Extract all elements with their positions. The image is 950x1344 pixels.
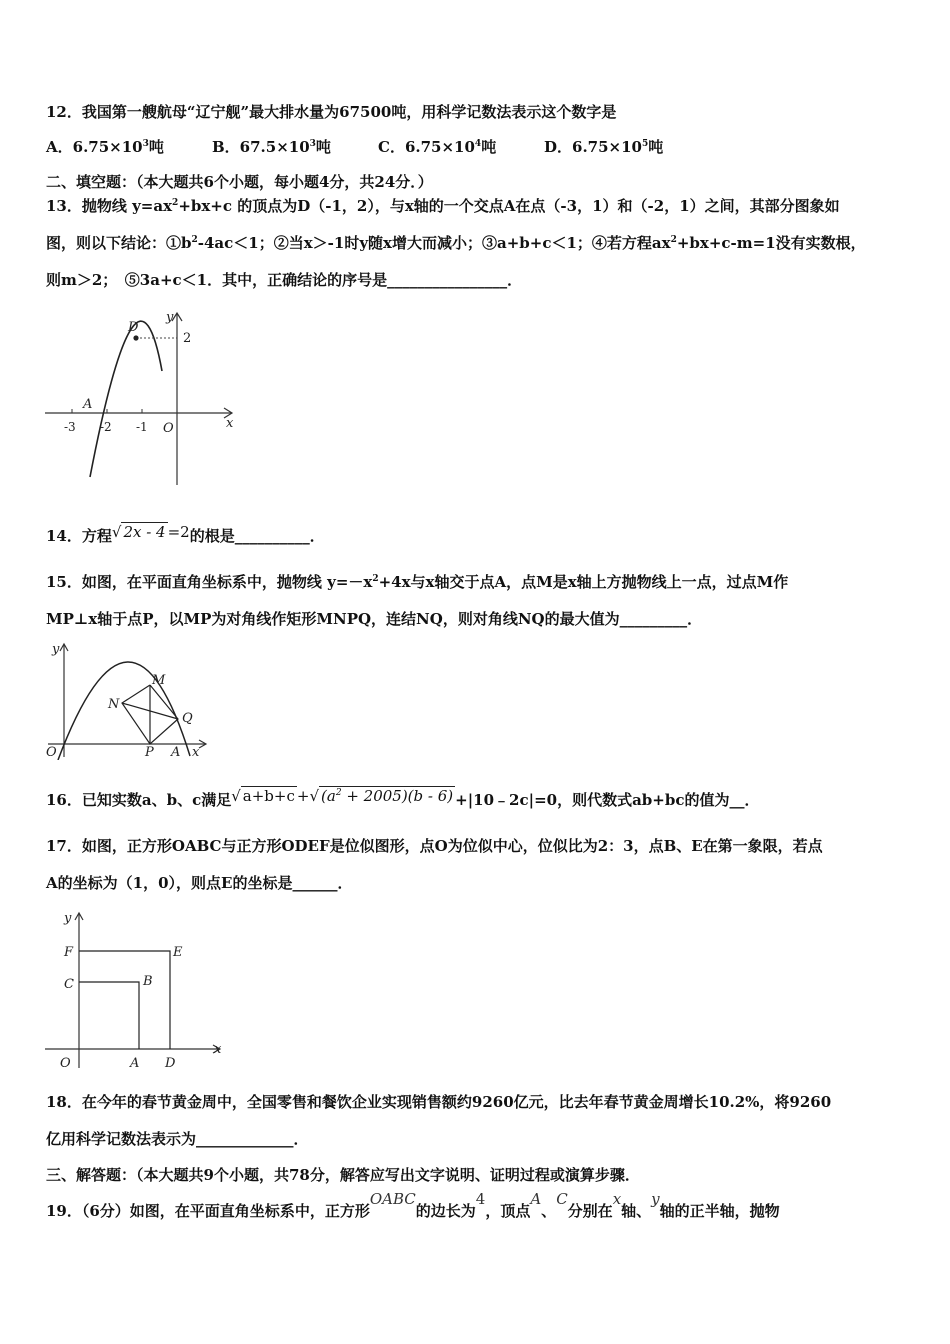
label-x: x xyxy=(226,416,234,431)
q15-line-1: 15．如图，在平面直角坐标系中，抛物线 $y=-x^2+4x$与x轴交于点A，点M是x轴上方抛物线上一点，过点M作 xyxy=(46,573,789,591)
label-x: x xyxy=(214,1042,222,1057)
q19-math-C: C xyxy=(556,1190,568,1208)
q14-radicand: 2x - 4 xyxy=(123,523,166,541)
label-B: B xyxy=(143,974,153,989)
q14-equals: =2 xyxy=(167,523,190,541)
label-A: A xyxy=(83,397,93,412)
label-N: N xyxy=(108,697,120,712)
section-3-heading: 三、解答题：（本大题共9个小题，共78分，解答应写出文字说明、证明过程或演算步骤． xyxy=(46,1166,640,1184)
label-Q: Q xyxy=(182,711,193,726)
q12-option-c: C．$6.75\times 10^4$吨 xyxy=(378,138,497,156)
q19-math-A: A xyxy=(530,1190,542,1208)
q17-squares-figure xyxy=(40,905,230,1075)
label-A: A xyxy=(130,1056,140,1071)
q17-line-2: A的坐标为（1，0），则点E的坐标是______． xyxy=(46,874,353,892)
label-P: P xyxy=(145,745,154,760)
q12-option-d: D．$6.75\times 10^5$吨 xyxy=(544,138,664,156)
q13-parabola-figure xyxy=(40,305,240,490)
label-C: C xyxy=(64,977,74,992)
label-y: y xyxy=(166,310,174,325)
q14-radical: √ 2x - 4 =2 xyxy=(111,523,190,541)
vertex-point xyxy=(133,335,138,340)
q16-radical-1: √ a+b+c xyxy=(231,787,295,805)
q13-line-2: 图，则以下结论：$①b^2-4ac<1$；②当x＞-1时y随x增大而减小；③a+b+c＜1；④若方程$ax^2+bx+c-m=1$没有实数根， xyxy=(46,234,866,252)
parabola-curve xyxy=(90,321,162,477)
q12-stem: 12．我国第一艘航母“辽宁舰”最大排水量为67500吨，用科学记数法表示这个数字是 xyxy=(46,103,617,121)
label-M: M xyxy=(152,673,166,688)
q18-line-2: 亿用科学记数法表示为_____________． xyxy=(46,1130,309,1148)
label-O: O xyxy=(46,745,57,760)
q15-rectangle-figure xyxy=(44,640,209,760)
section-2-heading: 二、填空题：（本大题共6个小题，每小题4分，共24分．） xyxy=(46,173,433,191)
q12-option-a: A．$6.75\times 10^3$吨 xyxy=(46,138,164,156)
q19-math-x: x xyxy=(612,1190,622,1208)
label-minus-3: -3 xyxy=(64,420,76,434)
q13-line-3: 则m＞2； ⑤3a+c＜1．其中，正确结论的序号是________________． xyxy=(46,271,523,289)
q14-stem: 14．方程√ 2x - 4 =2的根是__________． xyxy=(46,523,325,545)
label-D: D xyxy=(128,320,139,335)
label-minus-1: -1 xyxy=(136,420,148,434)
q16-radical-2: √ $(a^2 + 2005)(b - 6)$ xyxy=(309,787,454,805)
q12-option-b: B．$67.5\times 10^3$吨 xyxy=(212,138,331,156)
label-2: 2 xyxy=(183,331,192,346)
label-y: y xyxy=(64,911,72,926)
q19-math-OABC: OABC xyxy=(369,1190,416,1208)
square-OABC xyxy=(79,982,139,1049)
label-y: y xyxy=(52,642,60,657)
q13-line-1: 13．抛物线 $y=ax^2+bx+c$ 的顶点为D（-1，2），与x轴的一个交点A在点（-3，1）和（-2，1）之间，其部分图象如 xyxy=(46,197,840,215)
q18-line-1: 18．在今年的春节黄金周中，全国零售和餐饮企业实现销售额约9260亿元，比去年春节黄金周增长10.2%，将9260 xyxy=(46,1093,832,1111)
q16-stem: 16．已知实数a、b、c满足√ a+b+c +√ $(a^2 + 2005)(b - 6)$ +|10﹣2c|=0，则代数式ab+bc的值为__． xyxy=(46,787,760,809)
label-E: E xyxy=(173,945,183,960)
label-minus-2: -2 xyxy=(100,420,112,434)
label-A: A xyxy=(171,745,181,760)
square-ODEF xyxy=(79,951,170,1049)
q19-math-4: 4 xyxy=(475,1190,486,1208)
q19-stem: 19．（6分）如图，在平面直角坐标系中，正方形OABC的边长为4，顶点A、C分别在x轴、y轴的正半轴，抛物 xyxy=(46,1190,780,1220)
q19-math-y: y xyxy=(651,1190,660,1208)
q17-line-1: 17．如图，正方形OABC与正方形ODEF是位似图形，点O为位似中心，位似比为2：3，点B、E在第一象限，若点 xyxy=(46,837,823,855)
q15-line-2: MP⊥x轴于点P，以MP为对角线作矩形MNPQ，连结NQ，则对角线NQ的最大值为_________． xyxy=(46,610,703,628)
label-O: O xyxy=(60,1056,71,1071)
label-O: O xyxy=(163,421,174,436)
q16-plus: + xyxy=(296,787,310,805)
label-x: x xyxy=(192,745,200,760)
label-F: F xyxy=(64,945,74,960)
label-D: D xyxy=(165,1056,176,1071)
q16-radicand-1: a+b+c xyxy=(242,787,295,805)
